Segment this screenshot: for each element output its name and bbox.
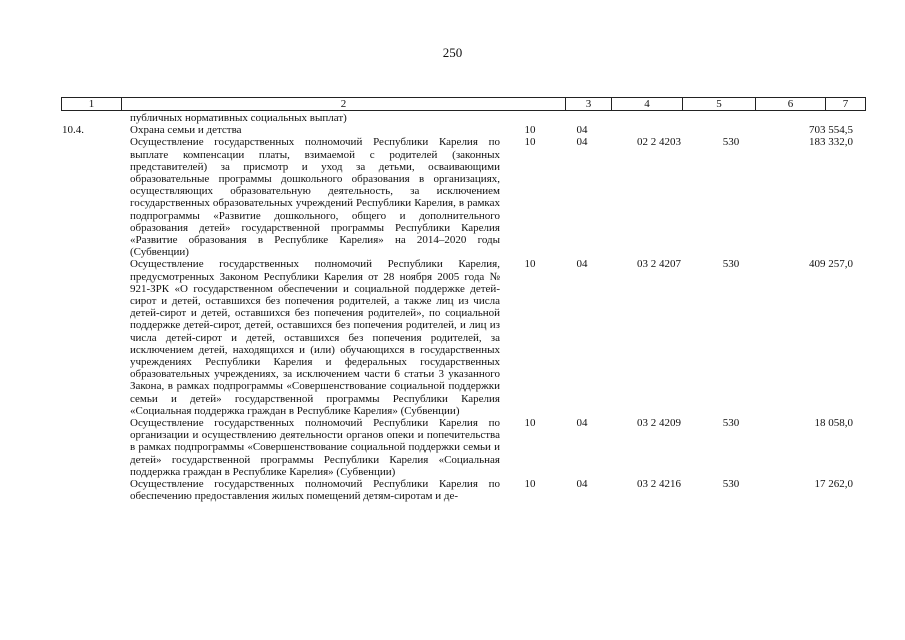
header-col-5: 5 <box>682 98 755 110</box>
row-description: Осуществление государственных полномочий Республики Карелия по обеспечению предоставления жилых помещений детям-сиротам и де- <box>130 478 500 503</box>
row-subsection: 04 <box>576 478 588 491</box>
row-target-article: 03 2 4209 <box>637 417 681 430</box>
row-description: Осуществление государственных полномочий Республики Карелия по организации и осуществлению деятельности органов опеки и попечительства в рамках подпрограммы «Совершенствование социальной поддержки семьи и детей» государственной программы Республики Карелия «Социальная поддержка граждан в Республике Карелия» (Субвенции) <box>130 417 500 478</box>
row-description: Охрана семьи и детства <box>130 124 242 137</box>
row-expense-type: 530 <box>722 417 740 430</box>
row-section: 10 <box>524 136 536 149</box>
budget-table-body <box>0 112 905 503</box>
header-col-4: 4 <box>611 98 682 110</box>
row-section: 10 <box>524 478 536 491</box>
row-subsection: 04 <box>576 258 588 271</box>
row-target-article: 03 2 4207 <box>637 258 681 271</box>
row-section: 10 <box>524 417 536 430</box>
row-expense-type: 530 <box>722 478 740 491</box>
row-amount: 703 554,5 <box>809 124 853 137</box>
row-number: 10.4. <box>62 124 84 137</box>
header-col-6: 6 <box>755 98 825 110</box>
row-subsection: 04 <box>576 124 588 137</box>
page-number: 250 <box>442 45 463 60</box>
header-col-7: 7 <box>825 98 865 110</box>
table-row <box>0 417 905 478</box>
row-section: 10 <box>524 258 536 271</box>
row-subsection: 04 <box>576 417 588 430</box>
row-description: публичных нормативных социальных выплат) <box>130 112 347 124</box>
table-row <box>0 258 905 417</box>
row-description: Осуществление государственных полномочий Республики Карелия по выплате компенсации платы, взимаемой с родителей (законных представителей) за присмотр и уход за детьми, осваивающими образовательные программы дошкольного образования в организациях, осуществляющих образовательную деятельность, за исключением государственных образовательных учреждений Республики Карелия, в рамках подпрограммы «Развитие дошкольного, общего и дополнительного образования детей» государственной программы Республики Карелия «Развитие образования в Республике Карелия» на 2014–2020 годы (Субвенции) <box>130 136 500 259</box>
table-row <box>0 112 905 124</box>
row-section: 10 <box>524 124 536 137</box>
row-amount: 183 332,0 <box>809 136 853 149</box>
row-target-article: 03 2 4216 <box>637 478 681 491</box>
table-header <box>61 97 866 111</box>
row-target-article: 02 2 4203 <box>637 136 681 149</box>
table-row <box>0 124 905 136</box>
row-expense-type: 530 <box>722 258 740 271</box>
header-col-2: 2 <box>121 98 565 110</box>
row-description: Осуществление государственных полномочий Республики Карелия, предусмотренных Законом Республики Карелия от 28 ноября 2005 года № 921-ЗРК «О государственном обеспечении и социальной поддержке детей-сирот и детей, оставшихся без попечения родителей, а также лиц из числа детей-сирот и детей, оставшихся без попечения родителей», по социальной поддержке детей-сирот, детей, оставшихся без попечения родителей, и лиц из числа детей-сирот и детей, оставшихся без попечения родителей, за исключением детей, находящихся и (или) обучающихся в государственных учреждениях Республики Карелия и федеральных государственных образовательных учреждениях, за исключением части 6 статьи 3 указанного Закона, в рамках подпрограммы «Совершенствование социальной поддержки семьи и детей» государственной программы Республики Карелия «Социальная поддержка граждан в Республике Карелия» (Субвенции) <box>130 258 500 417</box>
header-col-1: 1 <box>88 98 95 110</box>
row-amount: 17 262,0 <box>814 478 853 491</box>
row-amount: 409 257,0 <box>809 258 853 271</box>
table-row <box>0 136 905 258</box>
table-row <box>0 478 905 502</box>
row-expense-type: 530 <box>722 136 740 149</box>
row-amount: 18 058,0 <box>814 417 853 430</box>
header-col-3: 3 <box>565 98 611 110</box>
row-subsection: 04 <box>576 136 588 149</box>
